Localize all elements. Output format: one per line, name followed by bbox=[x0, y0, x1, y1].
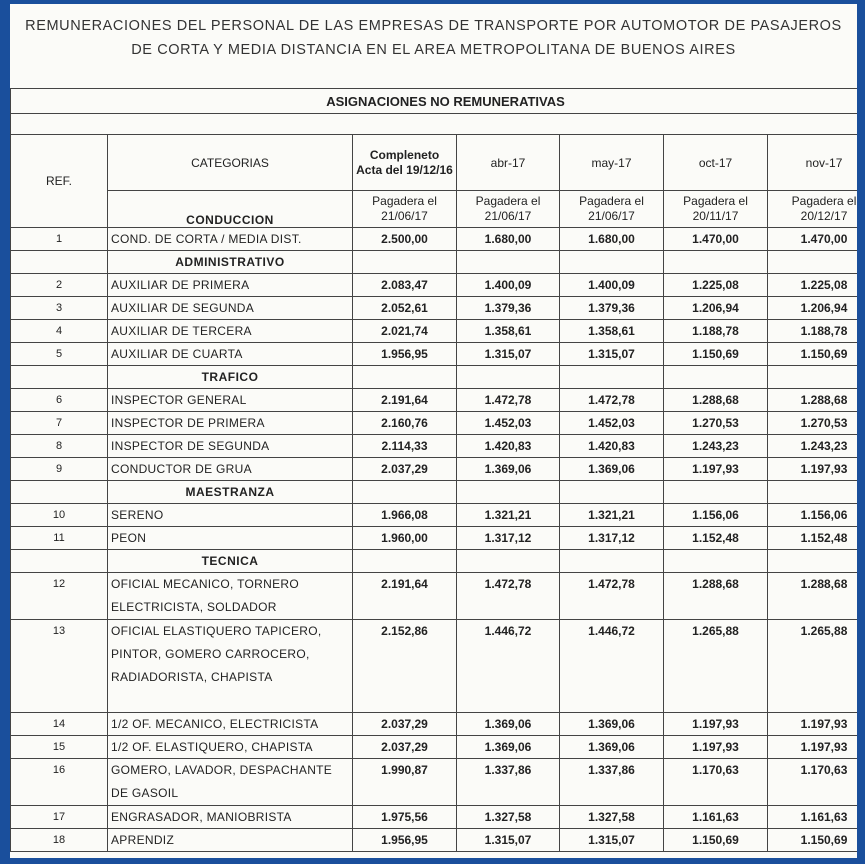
table-row bbox=[11, 458, 858, 481]
amount-cell: 1.420,83 bbox=[457, 435, 560, 458]
amount-cell: 1.369,06 bbox=[560, 713, 664, 736]
category-cell: GOMERO, LAVADOR, DESPACHANTE DE GASOIL bbox=[108, 759, 353, 806]
amount-cell: 2.021,74 bbox=[353, 320, 457, 343]
amount-cell: 1.960,00 bbox=[353, 527, 457, 550]
category-cell: INSPECTOR GENERAL bbox=[108, 389, 353, 412]
amount-cell: 1.225,08 bbox=[664, 274, 768, 297]
category-cell: AUXILIAR DE CUARTA bbox=[108, 343, 353, 366]
amount-cell: 1.379,36 bbox=[457, 297, 560, 320]
category-cell: COND. DE CORTA / MEDIA DIST. bbox=[108, 228, 353, 251]
section-row bbox=[11, 481, 858, 504]
ref-cell: 13 bbox=[11, 620, 108, 713]
amount-cell: 1.150,69 bbox=[768, 343, 858, 366]
amount-cell: 1.265,88 bbox=[768, 620, 858, 713]
amount-cell: 2.160,76 bbox=[353, 412, 457, 435]
category-cell: 1/2 OF. MECANICO, ELECTRICISTA bbox=[108, 713, 353, 736]
category-cell: SERENO bbox=[108, 504, 353, 527]
amount-cell: 1.225,08 bbox=[768, 274, 858, 297]
col-nov-header: nov-17 bbox=[768, 135, 858, 191]
remuneraciones-table bbox=[10, 88, 857, 852]
amount-cell: 1.446,72 bbox=[457, 620, 560, 713]
amount-cell: 1.420,83 bbox=[560, 435, 664, 458]
amount-cell: 1.358,61 bbox=[457, 320, 560, 343]
category-cell: AUXILIAR DE PRIMERA bbox=[108, 274, 353, 297]
category-cell: ENGRASADOR, MANIOBRISTA bbox=[108, 806, 353, 829]
table-row bbox=[11, 228, 858, 251]
table-row bbox=[11, 343, 858, 366]
ref-cell: 7 bbox=[11, 412, 108, 435]
ref-cell: 1 bbox=[11, 228, 108, 251]
table-row bbox=[11, 504, 858, 527]
table-row bbox=[11, 435, 858, 458]
ref-cell: 4 bbox=[11, 320, 108, 343]
amount-cell: 1.206,94 bbox=[664, 297, 768, 320]
spacer-row bbox=[11, 114, 858, 135]
ref-cell: 9 bbox=[11, 458, 108, 481]
amount-cell: 1.197,93 bbox=[664, 458, 768, 481]
ref-cell: 6 bbox=[11, 389, 108, 412]
amount-cell: 1.243,23 bbox=[768, 435, 858, 458]
amount-cell: 1.472,78 bbox=[560, 389, 664, 412]
category-cell: AUXILIAR DE TERCERA bbox=[108, 320, 353, 343]
amount-cell: 1.956,95 bbox=[353, 343, 457, 366]
document-page bbox=[10, 4, 857, 858]
section-row bbox=[11, 251, 858, 274]
amount-cell: 1.288,68 bbox=[664, 389, 768, 412]
pay-date-may: Pagadera el 21/06/17 bbox=[560, 191, 664, 228]
amount-cell: 1.369,06 bbox=[457, 736, 560, 759]
section-heading: TECNICA bbox=[108, 550, 353, 573]
category-cell: CONDUCTOR DE GRUA bbox=[108, 458, 353, 481]
amount-cell: 1.315,07 bbox=[560, 343, 664, 366]
amount-cell: 1.472,78 bbox=[457, 389, 560, 412]
amount-cell: 1.369,06 bbox=[457, 713, 560, 736]
amount-cell: 1.400,09 bbox=[457, 274, 560, 297]
amount-cell: 1.337,86 bbox=[560, 759, 664, 806]
col-ref-header: REF. bbox=[11, 135, 108, 228]
amount-cell: 1.369,06 bbox=[560, 458, 664, 481]
amount-cell: 1.288,68 bbox=[768, 573, 858, 620]
amount-cell: 1.369,06 bbox=[560, 736, 664, 759]
table-row bbox=[11, 527, 858, 550]
amount-cell: 2.191,64 bbox=[353, 389, 457, 412]
amount-cell: 1.170,63 bbox=[664, 759, 768, 806]
amount-cell: 1.990,87 bbox=[353, 759, 457, 806]
category-cell: INSPECTOR DE SEGUNDA bbox=[108, 435, 353, 458]
ref-cell: 2 bbox=[11, 274, 108, 297]
amount-cell: 1.206,94 bbox=[768, 297, 858, 320]
ref-cell: 11 bbox=[11, 527, 108, 550]
amount-cell: 1.243,23 bbox=[664, 435, 768, 458]
amount-cell: 2.037,29 bbox=[353, 713, 457, 736]
amount-cell: 1.956,95 bbox=[353, 829, 457, 852]
amount-cell: 2.052,61 bbox=[353, 297, 457, 320]
amount-cell: 1.470,00 bbox=[768, 228, 858, 251]
category-cell: INSPECTOR DE PRIMERA bbox=[108, 412, 353, 435]
amount-cell: 2.037,29 bbox=[353, 736, 457, 759]
amount-cell: 1.288,68 bbox=[664, 573, 768, 620]
table-row bbox=[11, 274, 858, 297]
category-cell: OFICIAL ELASTIQUERO TAPICERO, PINTOR, GOMERO CARROCERO, RADIADORISTA, CHAPISTA bbox=[108, 620, 353, 713]
amount-cell: 1.188,78 bbox=[664, 320, 768, 343]
ref-cell: 15 bbox=[11, 736, 108, 759]
table-row bbox=[11, 736, 858, 759]
amount-cell: 1.150,69 bbox=[768, 829, 858, 852]
pay-date-abr: Pagadera el 21/06/17 bbox=[457, 191, 560, 228]
amount-cell: 1.197,93 bbox=[768, 458, 858, 481]
amount-cell: 2.037,29 bbox=[353, 458, 457, 481]
section-row bbox=[11, 366, 858, 389]
amount-cell: 1.472,78 bbox=[457, 573, 560, 620]
amount-cell: 1.156,06 bbox=[768, 504, 858, 527]
category-cell: AUXILIAR DE SEGUNDA bbox=[108, 297, 353, 320]
section-row bbox=[11, 550, 858, 573]
amount-cell: 1.358,61 bbox=[560, 320, 664, 343]
section-heading: ADMINISTRATIVO bbox=[108, 251, 353, 274]
ref-cell: 16 bbox=[11, 759, 108, 806]
ref-cell: 5 bbox=[11, 343, 108, 366]
amount-cell: 1.452,03 bbox=[457, 412, 560, 435]
amount-cell: 2.152,86 bbox=[353, 620, 457, 713]
ref-cell: 18 bbox=[11, 829, 108, 852]
amount-cell: 1.152,48 bbox=[664, 527, 768, 550]
document-title-line2: DE CORTA Y MEDIA DISTANCIA EN EL AREA METROPOLITANA DE BUENOS AIRES bbox=[131, 42, 736, 58]
amount-cell: 1.446,72 bbox=[560, 620, 664, 713]
amount-cell: 1.680,00 bbox=[457, 228, 560, 251]
table-row bbox=[11, 389, 858, 412]
section-conduccion: CONDUCCION bbox=[108, 191, 353, 228]
pay-date-complemento: Pagadera el 21/06/17 bbox=[353, 191, 457, 228]
amount-cell: 1.317,12 bbox=[457, 527, 560, 550]
amount-cell: 1.156,06 bbox=[664, 504, 768, 527]
amount-cell: 1.315,07 bbox=[560, 829, 664, 852]
amount-cell: 1.470,00 bbox=[664, 228, 768, 251]
amount-cell: 1.188,78 bbox=[768, 320, 858, 343]
category-cell: PEON bbox=[108, 527, 353, 550]
col-oct-header: oct-17 bbox=[664, 135, 768, 191]
amount-cell: 2.083,47 bbox=[353, 274, 457, 297]
pay-date-nov: Pagadera el 20/12/17 bbox=[768, 191, 858, 228]
amount-cell: 2.500,00 bbox=[353, 228, 457, 251]
ref-cell: 3 bbox=[11, 297, 108, 320]
amount-cell: 1.369,06 bbox=[457, 458, 560, 481]
amount-cell: 1.161,63 bbox=[768, 806, 858, 829]
table-banner: ASIGNACIONES NO REMUNERATIVAS bbox=[11, 89, 858, 114]
amount-cell: 2.191,64 bbox=[353, 573, 457, 620]
amount-cell: 1.197,93 bbox=[768, 713, 858, 736]
table-row bbox=[11, 806, 858, 829]
amount-cell: 1.317,12 bbox=[560, 527, 664, 550]
section-heading: TRAFICO bbox=[108, 366, 353, 389]
table-row bbox=[11, 320, 858, 343]
amount-cell: 1.265,88 bbox=[664, 620, 768, 713]
amount-cell: 1.321,21 bbox=[457, 504, 560, 527]
amount-cell: 1.197,93 bbox=[664, 713, 768, 736]
col-categorias-header: CATEGORIAS bbox=[108, 135, 353, 191]
col-abr-header: abr-17 bbox=[457, 135, 560, 191]
amount-cell: 1.327,58 bbox=[560, 806, 664, 829]
amount-cell: 1.161,63 bbox=[664, 806, 768, 829]
category-cell: APRENDIZ bbox=[108, 829, 353, 852]
amount-cell: 1.270,53 bbox=[768, 412, 858, 435]
amount-cell: 1.975,56 bbox=[353, 806, 457, 829]
amount-cell: 1.315,07 bbox=[457, 343, 560, 366]
table-row bbox=[11, 620, 858, 713]
ref-cell: 17 bbox=[11, 806, 108, 829]
ref-cell: 8 bbox=[11, 435, 108, 458]
amount-cell: 1.197,93 bbox=[768, 736, 858, 759]
ref-cell: 10 bbox=[11, 504, 108, 527]
amount-cell: 1.452,03 bbox=[560, 412, 664, 435]
table-row bbox=[11, 573, 858, 620]
amount-cell: 1.315,07 bbox=[457, 829, 560, 852]
table-row bbox=[11, 297, 858, 320]
amount-cell: 1.966,08 bbox=[353, 504, 457, 527]
category-cell: 1/2 OF. ELASTIQUERO, CHAPISTA bbox=[108, 736, 353, 759]
table-row bbox=[11, 713, 858, 736]
amount-cell: 1.170,63 bbox=[768, 759, 858, 806]
amount-cell: 1.400,09 bbox=[560, 274, 664, 297]
amount-cell: 1.270,53 bbox=[664, 412, 768, 435]
table-row bbox=[11, 829, 858, 852]
ref-cell: 12 bbox=[11, 573, 108, 620]
table-row bbox=[11, 412, 858, 435]
amount-cell: 1.152,48 bbox=[768, 527, 858, 550]
amount-cell: 1.680,00 bbox=[560, 228, 664, 251]
amount-cell: 1.288,68 bbox=[768, 389, 858, 412]
amount-cell: 1.150,69 bbox=[664, 829, 768, 852]
category-cell: OFICIAL MECANICO, TORNERO ELECTRICISTA, SOLDADOR bbox=[108, 573, 353, 620]
amount-cell: 1.197,93 bbox=[664, 736, 768, 759]
pay-date-oct: Pagadera el 20/11/17 bbox=[664, 191, 768, 228]
amount-cell: 1.321,21 bbox=[560, 504, 664, 527]
amount-cell: 1.337,86 bbox=[457, 759, 560, 806]
col-complemento-header: Compleneto Acta del 19/12/16 bbox=[353, 135, 457, 191]
amount-cell: 1.472,78 bbox=[560, 573, 664, 620]
amount-cell: 1.379,36 bbox=[560, 297, 664, 320]
section-heading: MAESTRANZA bbox=[108, 481, 353, 504]
amount-cell: 1.150,69 bbox=[664, 343, 768, 366]
amount-cell: 2.114,33 bbox=[353, 435, 457, 458]
amount-cell: 1.327,58 bbox=[457, 806, 560, 829]
table-row bbox=[11, 759, 858, 806]
col-may-header: may-17 bbox=[560, 135, 664, 191]
document-title-line1: REMUNERACIONES DEL PERSONAL DE LAS EMPRESAS DE TRANSPORTE POR AUTOMOTOR DE PASAJEROS bbox=[25, 18, 842, 34]
ref-cell: 14 bbox=[11, 713, 108, 736]
